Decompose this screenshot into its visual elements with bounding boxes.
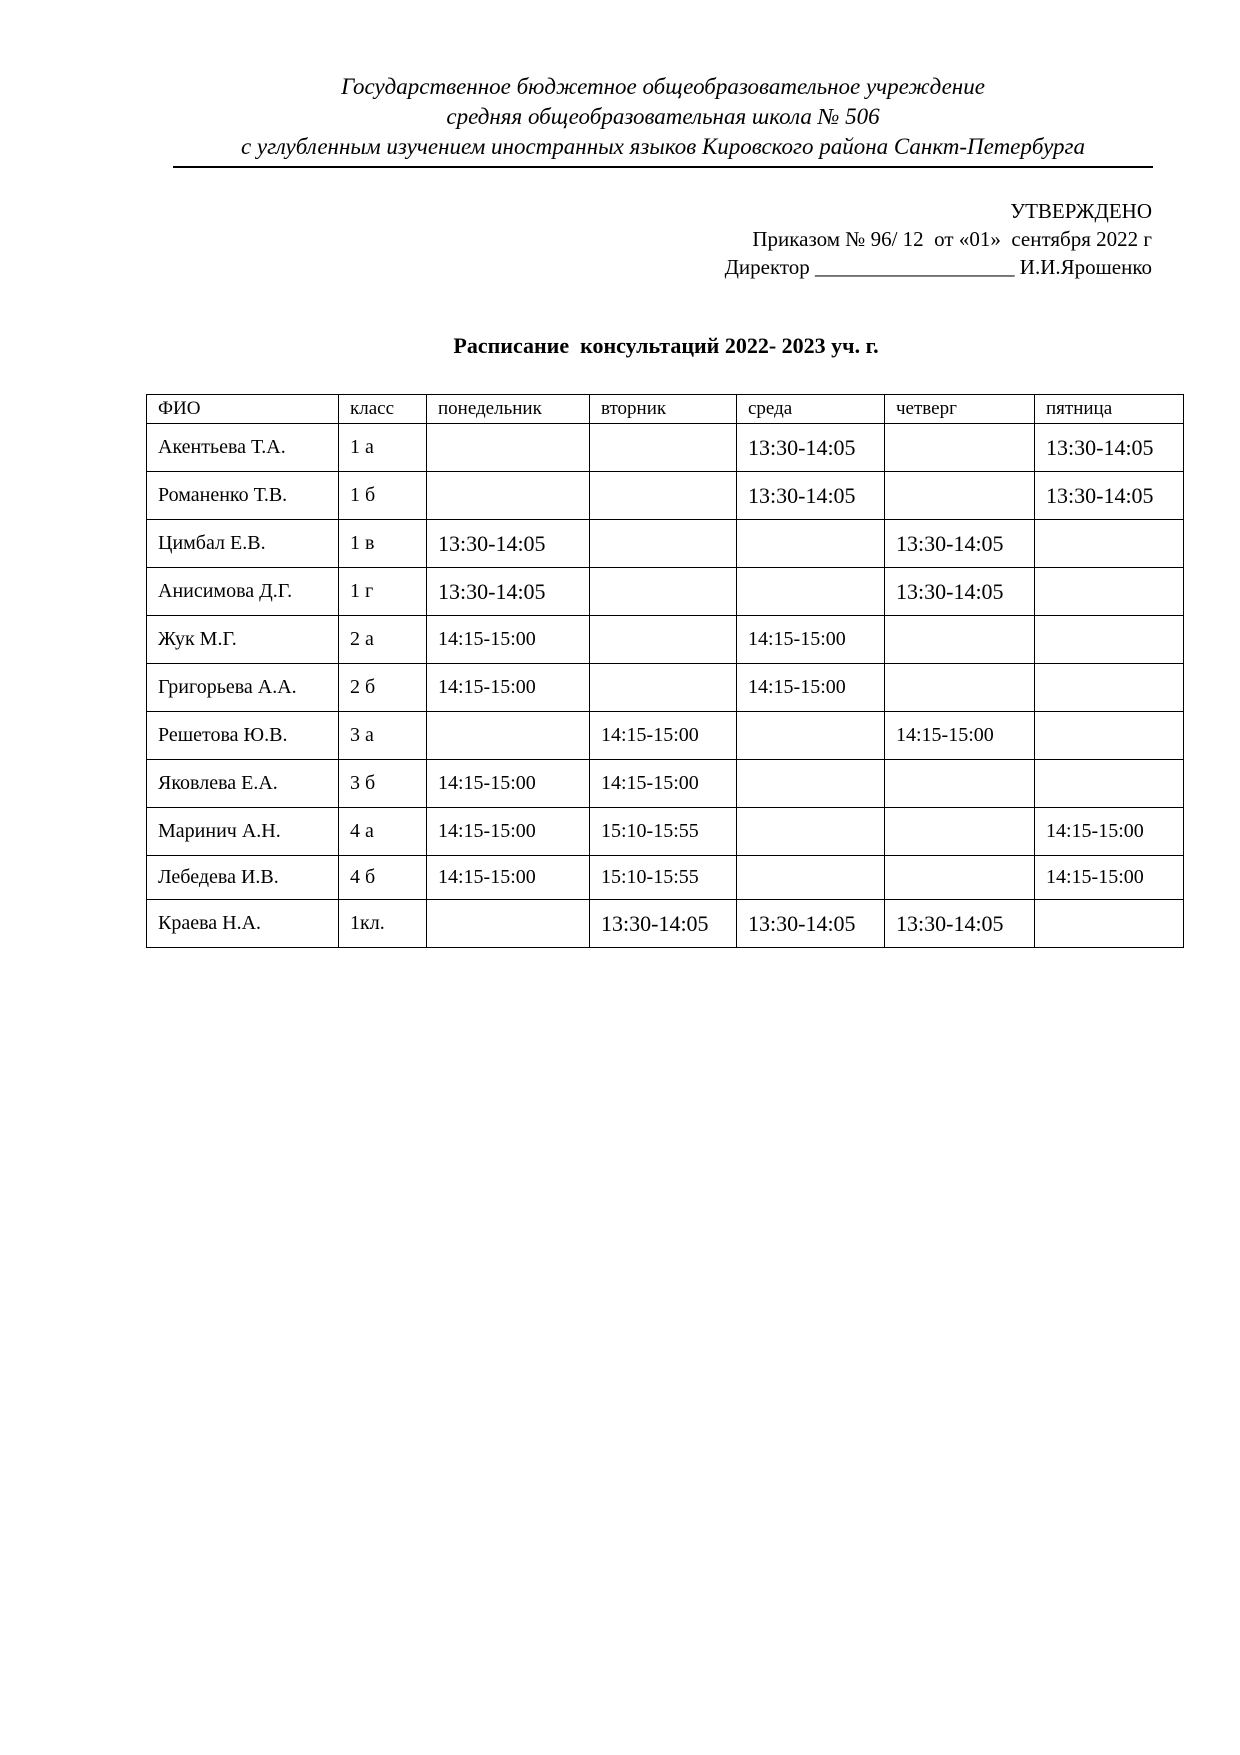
monday-cell bbox=[427, 424, 590, 472]
table-row bbox=[147, 664, 1184, 712]
column-header-tuesday: вторник bbox=[590, 395, 737, 424]
monday-cell bbox=[427, 472, 590, 520]
friday-cell bbox=[1035, 760, 1184, 808]
friday-cell: 13:30-14:05 bbox=[1035, 472, 1184, 520]
class-cell: 1 в bbox=[339, 520, 427, 568]
approval-status: УТВЕРЖДЕНО bbox=[1010, 199, 1152, 223]
class-cell: 4 а bbox=[339, 808, 427, 856]
monday-cell: 14:15-15:00 bbox=[427, 856, 590, 900]
thursday-cell: 13:30-14:05 bbox=[885, 568, 1035, 616]
tuesday-cell bbox=[590, 472, 737, 520]
document-title-text: Расписание консультаций 2022- 2023 уч. г. bbox=[453, 333, 879, 358]
table-row bbox=[147, 568, 1184, 616]
wednesday-cell: 13:30-14:05 bbox=[737, 472, 885, 520]
column-header-thursday: четверг bbox=[885, 395, 1035, 424]
teacher-name: Маринич А.Н. bbox=[147, 808, 339, 856]
institution-header bbox=[173, 72, 1153, 162]
teacher-name: Жук М.Г. bbox=[147, 616, 339, 664]
monday-cell bbox=[427, 900, 590, 948]
thursday-cell bbox=[885, 856, 1035, 900]
tuesday-cell: 15:10-15:55 bbox=[590, 808, 737, 856]
thursday-cell bbox=[885, 664, 1035, 712]
monday-cell: 13:30-14:05 bbox=[427, 520, 590, 568]
friday-cell bbox=[1035, 520, 1184, 568]
column-header-name: ФИО bbox=[147, 395, 339, 424]
wednesday-cell bbox=[737, 712, 885, 760]
wednesday-cell bbox=[737, 760, 885, 808]
class-cell: 1 г bbox=[339, 568, 427, 616]
tuesday-cell: 15:10-15:55 bbox=[590, 856, 737, 900]
friday-cell bbox=[1035, 616, 1184, 664]
table-header-row bbox=[147, 395, 1184, 424]
teacher-name: Анисимова Д.Г. bbox=[147, 568, 339, 616]
class-cell: 1 а bbox=[339, 424, 427, 472]
wednesday-cell: 13:30-14:05 bbox=[737, 424, 885, 472]
monday-cell bbox=[427, 712, 590, 760]
monday-cell: 14:15-15:00 bbox=[427, 664, 590, 712]
class-cell: 2 а bbox=[339, 616, 427, 664]
table-row bbox=[147, 472, 1184, 520]
wednesday-cell bbox=[737, 568, 885, 616]
wednesday-cell bbox=[737, 520, 885, 568]
column-header-class: класс bbox=[339, 395, 427, 424]
class-cell: 3 а bbox=[339, 712, 427, 760]
thursday-cell bbox=[885, 472, 1035, 520]
class-cell: 2 б bbox=[339, 664, 427, 712]
document-title bbox=[130, 333, 1202, 359]
thursday-cell bbox=[885, 808, 1035, 856]
teacher-name: Решетова Ю.В. bbox=[147, 712, 339, 760]
monday-cell: 14:15-15:00 bbox=[427, 616, 590, 664]
thursday-cell: 13:30-14:05 bbox=[885, 520, 1035, 568]
column-header-friday: пятница bbox=[1035, 395, 1184, 424]
thursday-cell bbox=[885, 616, 1035, 664]
wednesday-cell: 14:15-15:00 bbox=[737, 616, 885, 664]
approval-director: Директор ___________________ И.И.Ярошенко bbox=[724, 255, 1152, 279]
table-row bbox=[147, 900, 1184, 948]
table-row bbox=[147, 760, 1184, 808]
teacher-name: Цимбал Е.В. bbox=[147, 520, 339, 568]
monday-cell: 14:15-15:00 bbox=[427, 808, 590, 856]
tuesday-cell bbox=[590, 664, 737, 712]
friday-cell bbox=[1035, 900, 1184, 948]
friday-cell: 13:30-14:05 bbox=[1035, 424, 1184, 472]
thursday-cell bbox=[885, 424, 1035, 472]
consultation-schedule-table bbox=[146, 394, 1184, 948]
header-divider bbox=[173, 166, 1153, 168]
column-header-wednesday: среда bbox=[737, 395, 885, 424]
class-cell: 1кл. bbox=[339, 900, 427, 948]
header-line-2: средняя общеобразовательная школа № 506 bbox=[446, 104, 880, 129]
wednesday-cell bbox=[737, 856, 885, 900]
friday-cell bbox=[1035, 568, 1184, 616]
approval-block bbox=[725, 197, 1152, 281]
teacher-name: Романенко Т.В. bbox=[147, 472, 339, 520]
teacher-name: Яковлева Е.А. bbox=[147, 760, 339, 808]
friday-cell bbox=[1035, 712, 1184, 760]
header-line-3: с углубленным изучением иностранных языков Кировского района Санкт-Петербурга bbox=[240, 134, 1086, 159]
approval-order: Приказом № 96/ 12 от «01» сентября 2022 г bbox=[752, 227, 1152, 251]
tuesday-cell: 14:15-15:00 bbox=[590, 760, 737, 808]
table-row bbox=[147, 616, 1184, 664]
wednesday-cell: 14:15-15:00 bbox=[737, 664, 885, 712]
table-row bbox=[147, 856, 1184, 900]
table-row bbox=[147, 808, 1184, 856]
table-row bbox=[147, 424, 1184, 472]
tuesday-cell bbox=[590, 616, 737, 664]
thursday-cell: 13:30-14:05 bbox=[885, 900, 1035, 948]
tuesday-cell bbox=[590, 424, 737, 472]
friday-cell bbox=[1035, 664, 1184, 712]
class-cell: 1 б bbox=[339, 472, 427, 520]
tuesday-cell: 14:15-15:00 bbox=[590, 712, 737, 760]
thursday-cell: 14:15-15:00 bbox=[885, 712, 1035, 760]
table-row bbox=[147, 712, 1184, 760]
header-line-1: Государственное бюджетное общеобразовательное учреждение bbox=[341, 74, 985, 99]
column-header-monday: понедельник bbox=[427, 395, 590, 424]
wednesday-cell: 13:30-14:05 bbox=[737, 900, 885, 948]
teacher-name: Лебедева И.В. bbox=[147, 856, 339, 900]
tuesday-cell: 13:30-14:05 bbox=[590, 900, 737, 948]
class-cell: 3 б bbox=[339, 760, 427, 808]
friday-cell: 14:15-15:00 bbox=[1035, 808, 1184, 856]
teacher-name: Краева Н.А. bbox=[147, 900, 339, 948]
thursday-cell bbox=[885, 760, 1035, 808]
monday-cell: 13:30-14:05 bbox=[427, 568, 590, 616]
monday-cell: 14:15-15:00 bbox=[427, 760, 590, 808]
class-cell: 4 б bbox=[339, 856, 427, 900]
tuesday-cell bbox=[590, 568, 737, 616]
friday-cell: 14:15-15:00 bbox=[1035, 856, 1184, 900]
table-row bbox=[147, 520, 1184, 568]
wednesday-cell bbox=[737, 808, 885, 856]
tuesday-cell bbox=[590, 520, 737, 568]
teacher-name: Акентьева Т.А. bbox=[147, 424, 339, 472]
teacher-name: Григорьева А.А. bbox=[147, 664, 339, 712]
